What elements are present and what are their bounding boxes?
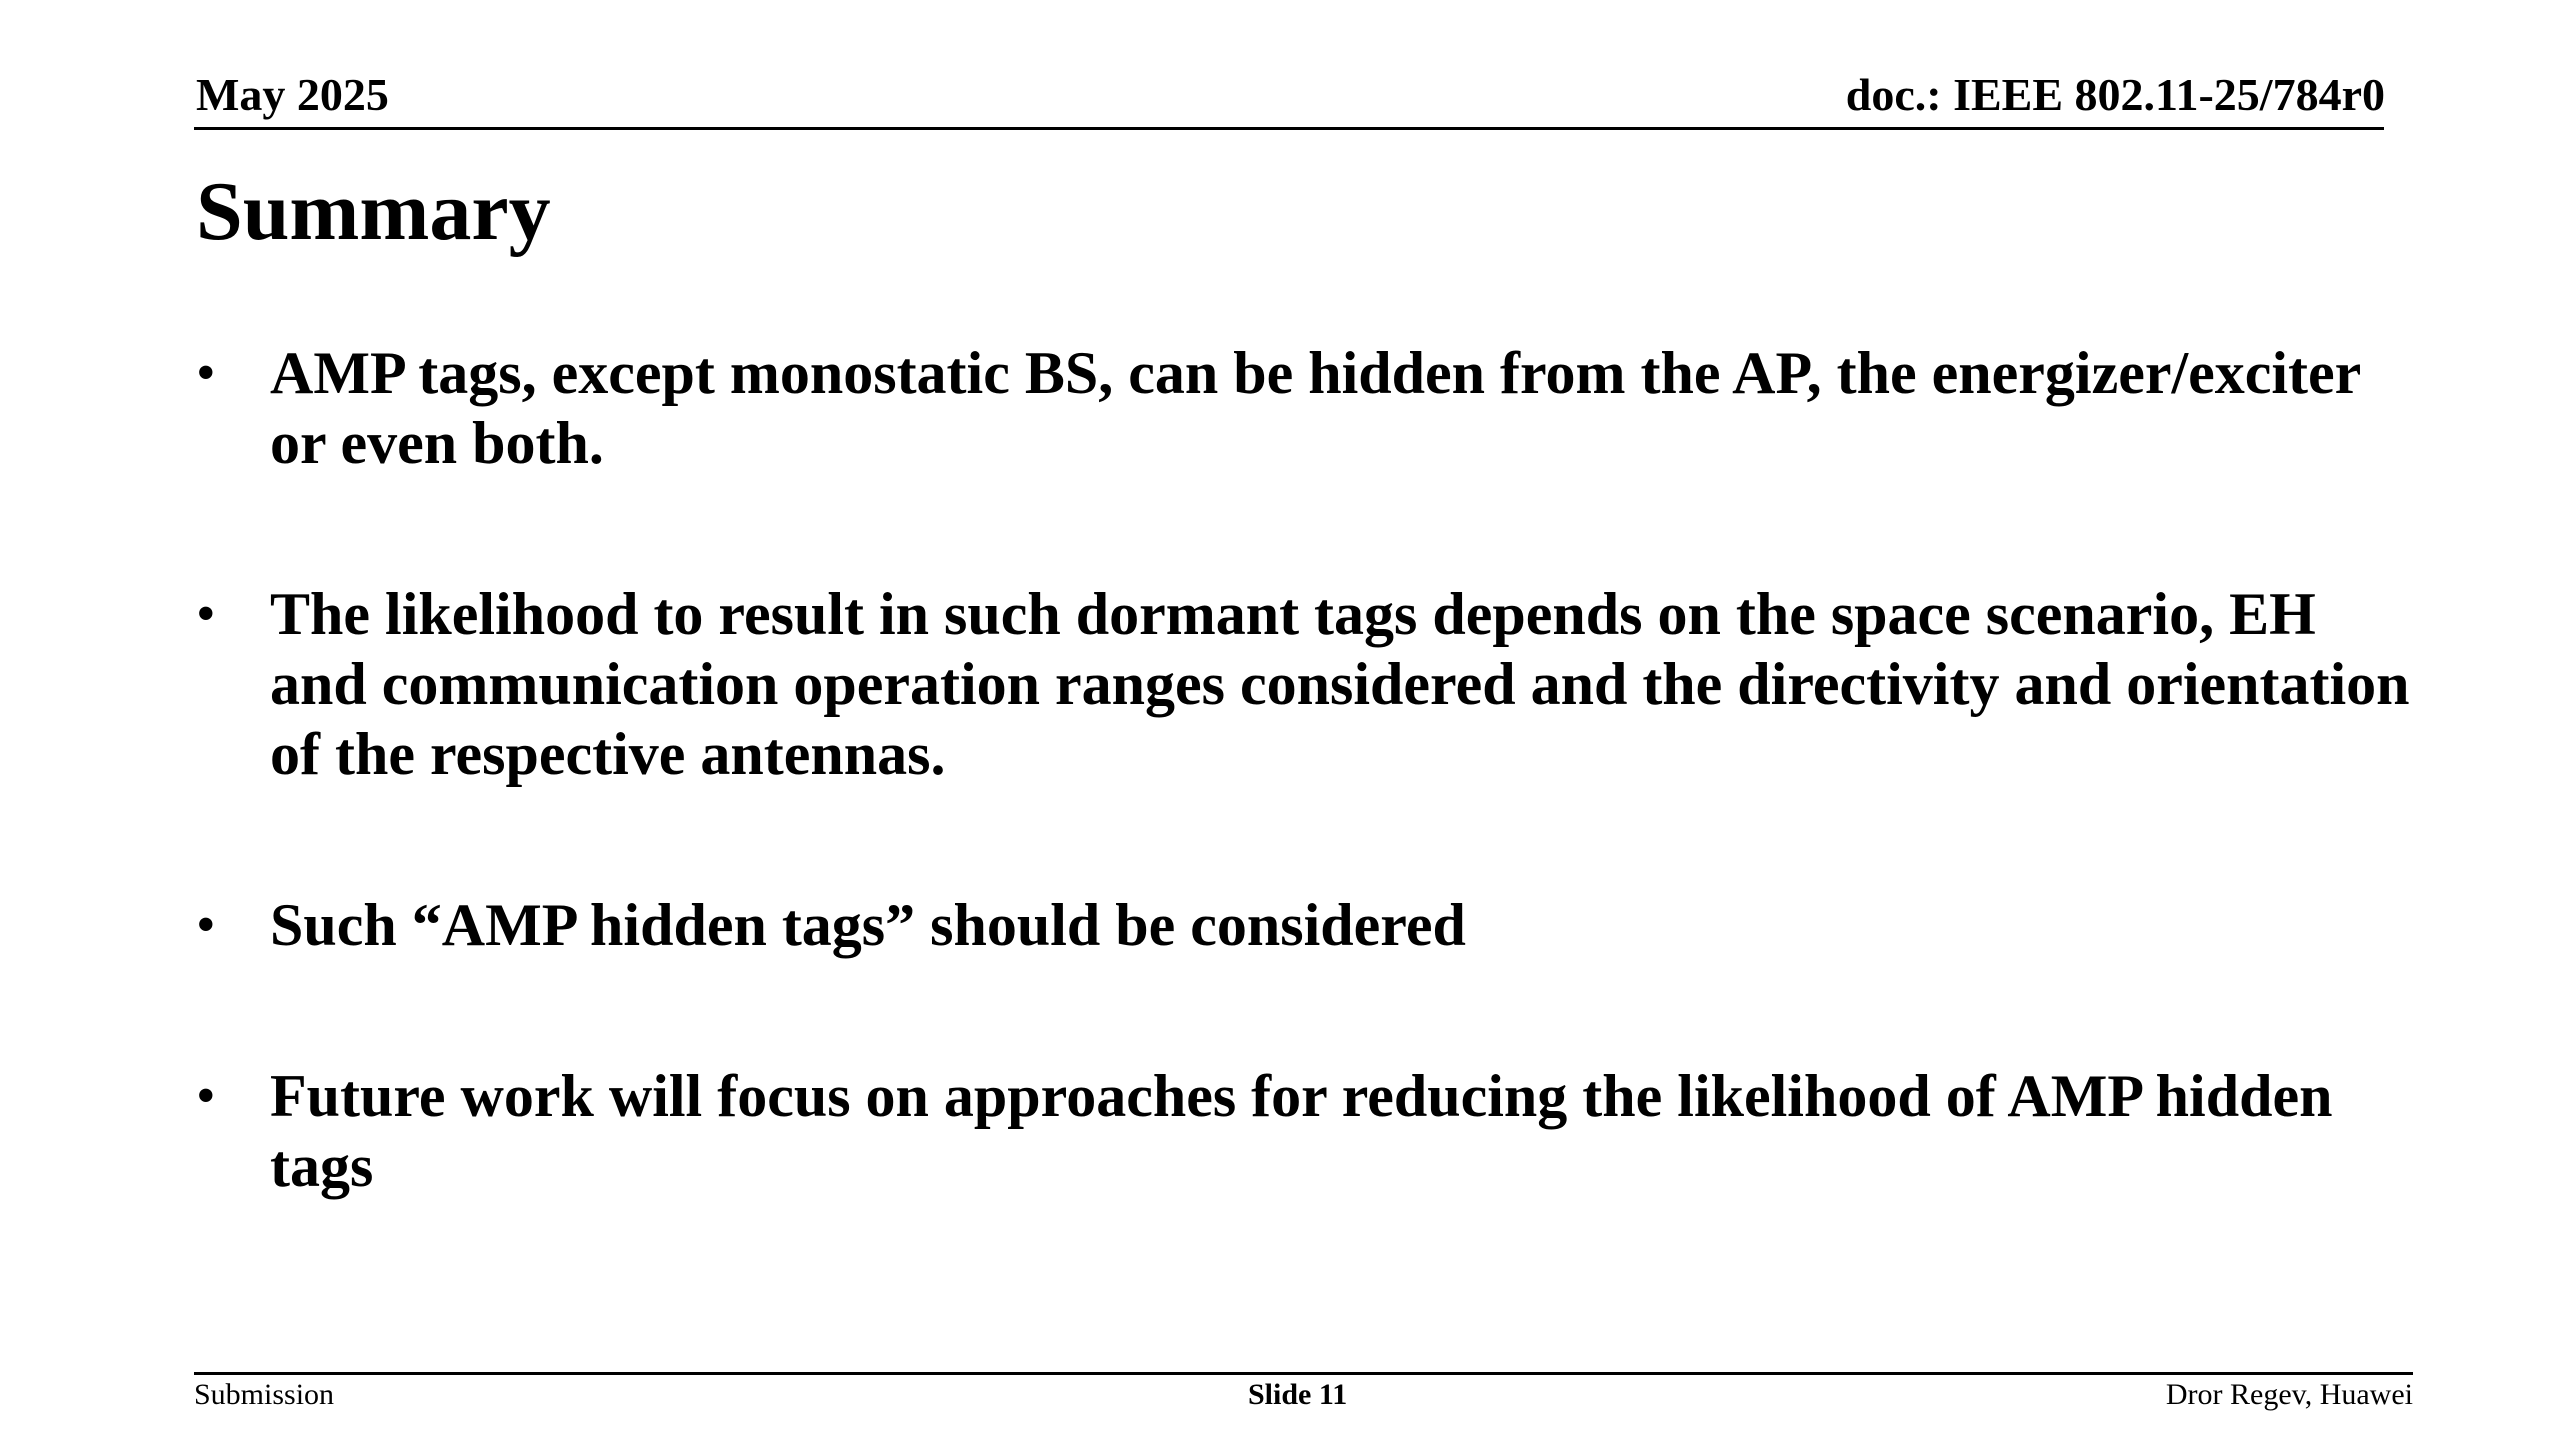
bullet-icon: • <box>196 342 216 404</box>
bullet-text: The likelihood to result in such dormant tags depends on the space scenario, EH and communication operation ranges considered and the directivity and orientation of the respective antennas. <box>270 581 2410 787</box>
bullet-text: Such “AMP hidden tags” should be considered <box>270 892 1466 958</box>
bullet-item <box>196 890 2416 960</box>
bullet-icon: • <box>196 894 216 956</box>
bullet-item <box>196 338 2416 478</box>
bullet-text: Future work will focus on approaches for reducing the likelihood of AMP hidden tags <box>270 1063 2333 1199</box>
footer-submission: Submission <box>194 1378 335 1411</box>
bullet-list <box>196 338 2416 1201</box>
footer-slide-number: Slide 11 <box>1248 1378 1348 1411</box>
bullet-text: AMP tags, except monostatic BS, can be hidden from the AP, the energizer/exciter or even both. <box>270 340 2361 476</box>
footer-divider <box>194 1372 2413 1375</box>
bullet-item <box>196 1061 2416 1201</box>
header-date: May 2025 <box>196 69 389 120</box>
bullet-item <box>196 579 2416 789</box>
slide-title: Summary <box>196 165 551 258</box>
bullet-icon: • <box>196 1065 216 1127</box>
footer-author: Dror Regev, Huawei <box>2165 1378 2413 1411</box>
header-divider <box>194 127 2384 130</box>
bullet-icon: • <box>196 583 216 645</box>
header-doc-id: doc.: IEEE 802.11-25/784r0 <box>1845 69 2385 120</box>
